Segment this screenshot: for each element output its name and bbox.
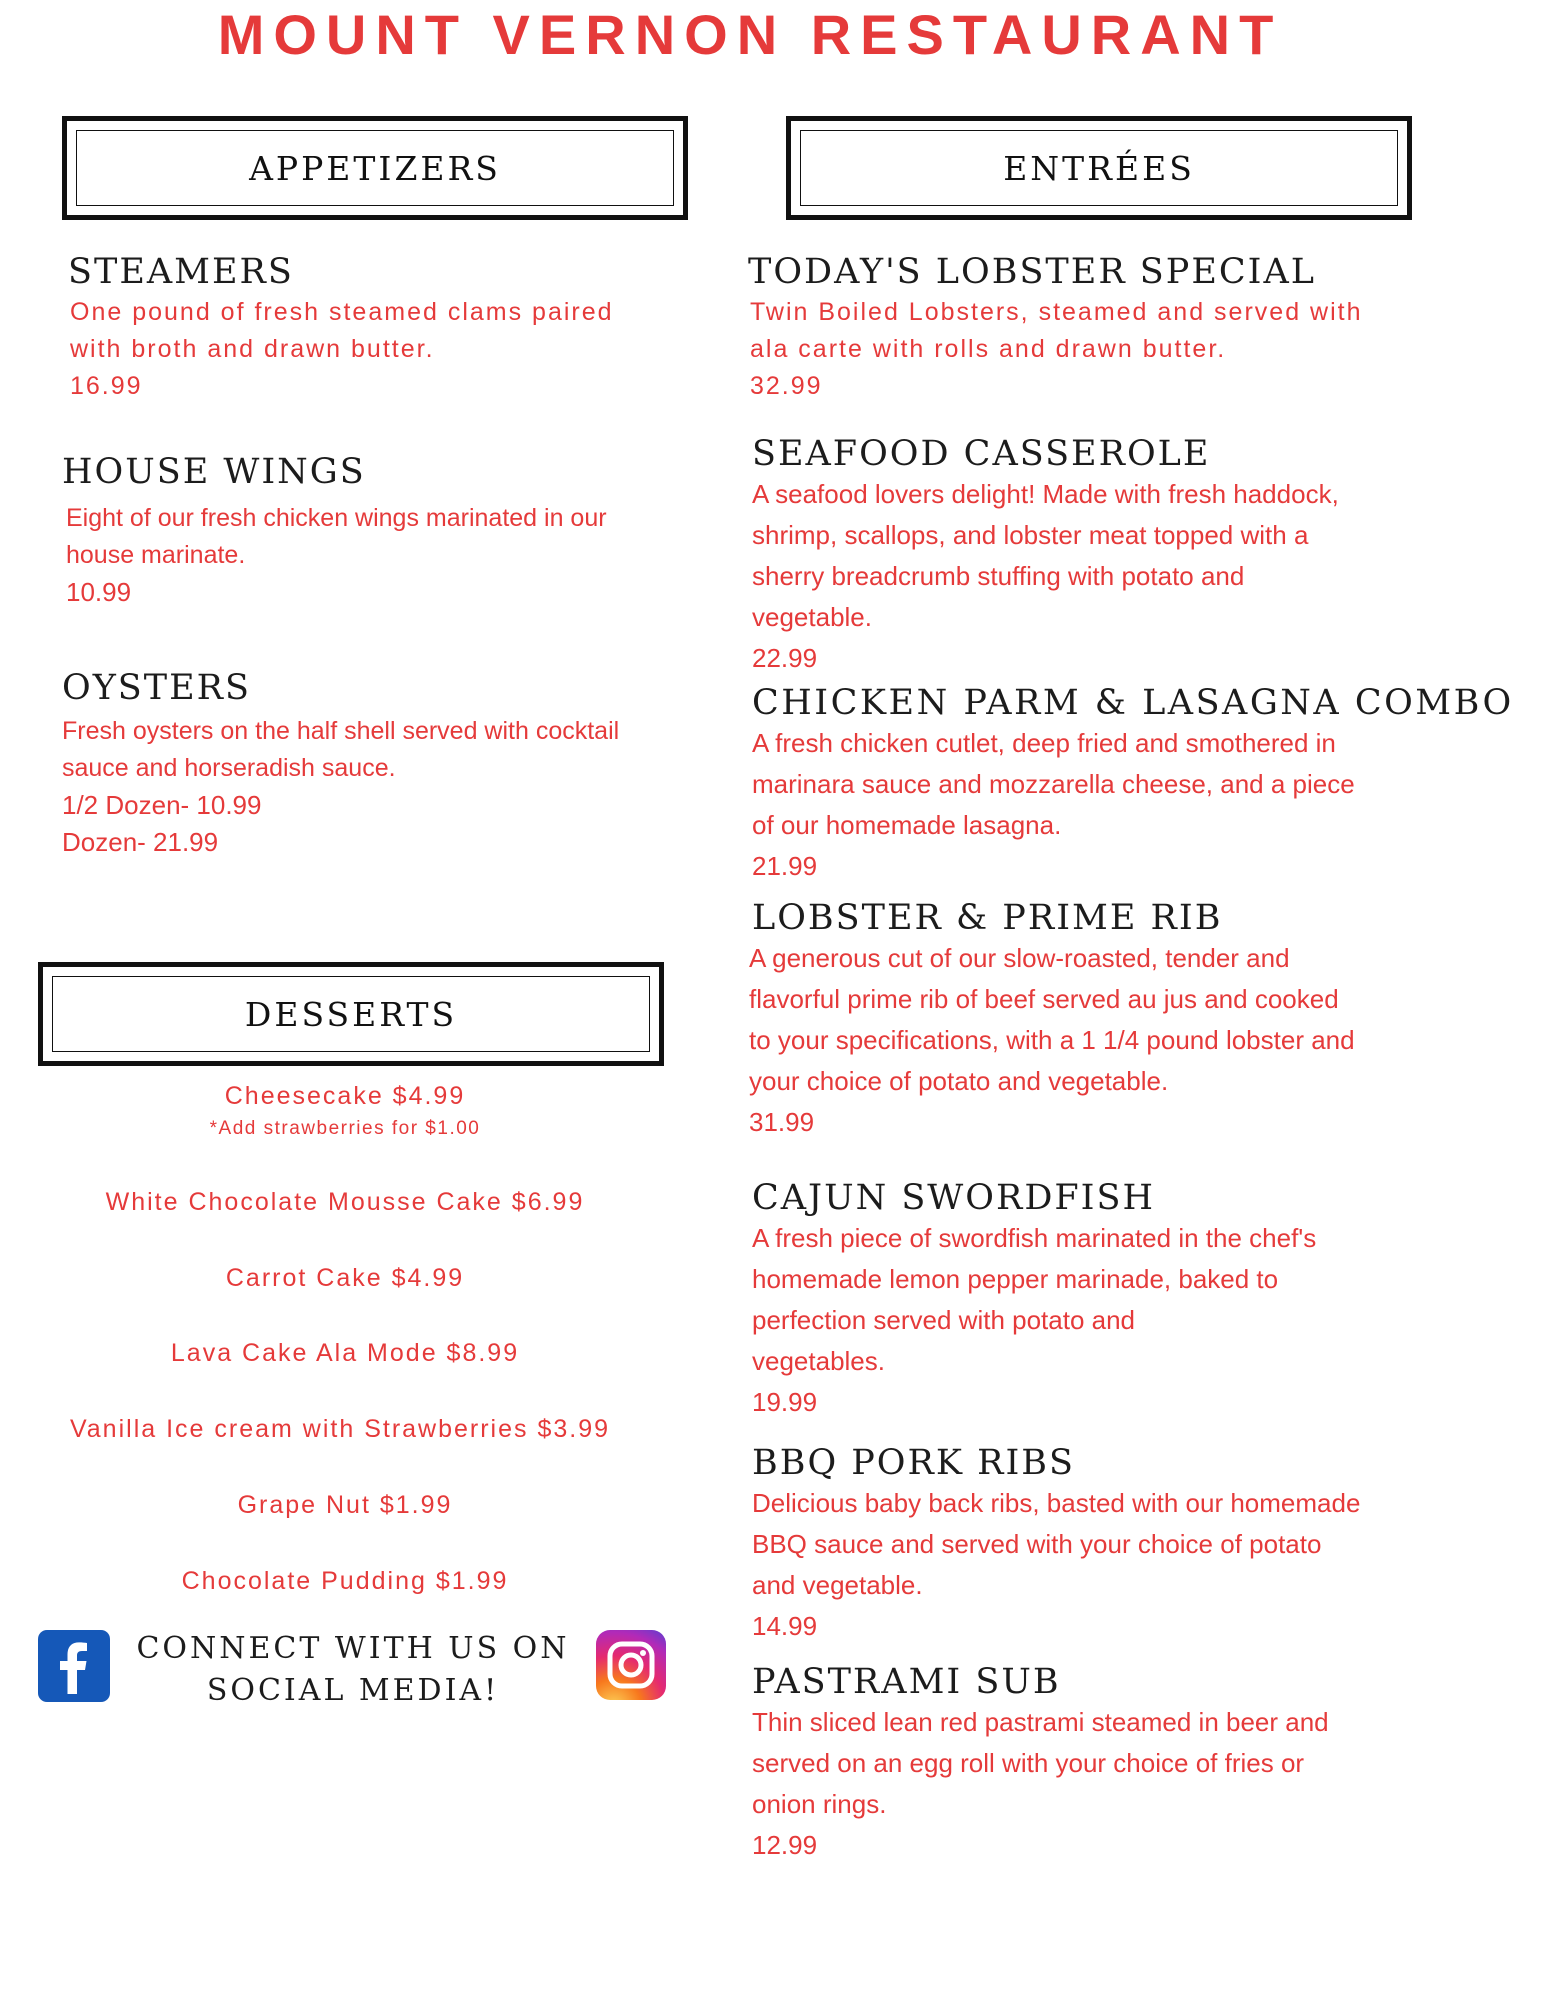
appetizer-item xyxy=(68,252,294,292)
desc-line: shrimp, scallops, and lobster meat topped with a xyxy=(752,520,1309,550)
desc-line: served on an egg roll with your choice of fries or xyxy=(752,1748,1305,1778)
dessert-item: Cheesecake $4.99 xyxy=(224,1082,466,1110)
entree-description xyxy=(752,474,1492,679)
desc-line: Thin sliced lean red pastrami steamed in beer and xyxy=(752,1707,1329,1737)
item-name: STEAMERS xyxy=(68,252,294,292)
desc-line: with broth and drawn butter. xyxy=(70,335,435,363)
instagram-icon[interactable] xyxy=(596,1630,666,1700)
desc-line: BBQ sauce and served with your choice of potato xyxy=(752,1529,1322,1559)
desc-line: Fresh oysters on the half shell served with cocktail xyxy=(62,717,620,745)
social-line: CONNECT WITH US ON xyxy=(136,1631,570,1666)
desc-line: A generous cut of our slow-roasted, tender and xyxy=(749,943,1290,973)
appetizers-heading: APPETIZERS xyxy=(76,130,674,206)
desc-line: house marinate. xyxy=(66,541,246,569)
item-price: Dozen- 21.99 xyxy=(62,827,219,857)
entree-name: SEAFOOD CASSEROLE xyxy=(752,434,1211,474)
entree-name: CAJUN SWORDFISH xyxy=(752,1178,1156,1218)
entree-name: LOBSTER & PRIME RIB xyxy=(752,898,1223,938)
social-line: SOCIAL MEDIA! xyxy=(206,1673,500,1708)
item-name: HOUSE WINGS xyxy=(62,452,366,492)
facebook-glyph xyxy=(38,1630,110,1702)
item-description xyxy=(62,713,732,861)
entree-price: 14.99 xyxy=(752,1611,818,1641)
desc-line: ala carte with rolls and drawn butter. xyxy=(750,335,1227,363)
desc-line: onion rings. xyxy=(752,1789,887,1819)
desc-line: A fresh piece of swordfish marinated in the chef's xyxy=(752,1223,1317,1253)
entree-name: BBQ PORK RIBS xyxy=(752,1443,1076,1483)
desc-line: A fresh chicken cutlet, deep fried and smothered in xyxy=(752,728,1336,758)
desc-line: homemade lemon pepper marinade, baked to xyxy=(752,1264,1279,1294)
instagram-glyph xyxy=(596,1630,666,1700)
entree-price: 19.99 xyxy=(752,1387,818,1417)
entree-name: CHICKEN PARM & LASAGNA COMBO xyxy=(752,683,1514,723)
desc-line: Eight of our fresh chicken wings marinated in our xyxy=(66,504,607,532)
item-description xyxy=(66,500,726,611)
entree-price: 21.99 xyxy=(752,851,818,881)
dessert-note: *Add strawberries for $1.00 xyxy=(209,1118,481,1139)
desc-line: vegetable. xyxy=(752,602,872,632)
desc-line: One pound of fresh steamed clams paired xyxy=(70,298,614,326)
item-price: 10.99 xyxy=(66,577,132,607)
appetizers-header-box xyxy=(62,116,688,220)
entree-name: PASTRAMI SUB xyxy=(752,1662,1061,1702)
desserts-header-box xyxy=(38,962,664,1066)
desc-line: to your specifications, with a 1 1/4 pound lobster and xyxy=(749,1025,1355,1055)
entree-name: TODAY'S LOBSTER SPECIAL xyxy=(748,252,1316,292)
entree-price: 31.99 xyxy=(749,1107,815,1137)
desc-line: Delicious baby back ribs, basted with our homemade xyxy=(752,1488,1361,1518)
dessert-item: Lava Cake Ala Mode $8.99 xyxy=(170,1339,520,1367)
entree-description xyxy=(749,938,1509,1143)
dessert-item: Chocolate Pudding $1.99 xyxy=(181,1567,509,1595)
desc-line: of our homemade lasagna. xyxy=(752,810,1062,840)
facebook-icon[interactable] xyxy=(38,1630,110,1702)
entree-description xyxy=(752,723,1492,887)
item-price: 16.99 xyxy=(70,372,143,400)
item-description xyxy=(70,294,710,405)
entree-price: 12.99 xyxy=(752,1830,818,1860)
entree-description xyxy=(750,294,1470,405)
entree-price: 22.99 xyxy=(752,643,818,673)
desc-line: perfection served with potato and xyxy=(752,1305,1136,1335)
desc-line: vegetables. xyxy=(752,1346,885,1376)
desserts-heading: DESSERTS xyxy=(52,976,650,1052)
appetizer-item xyxy=(62,452,366,492)
desc-line: sauce and horseradish sauce. xyxy=(62,754,396,782)
desc-line: marinara sauce and mozzarella cheese, and a piece xyxy=(752,769,1355,799)
desc-line: sherry breadcrumb stuffing with potato and xyxy=(752,561,1245,591)
desc-line: your choice of potato and vegetable. xyxy=(749,1066,1169,1096)
entrees-heading: ENTRÉES xyxy=(800,130,1398,206)
desc-line: and vegetable. xyxy=(752,1570,923,1600)
dessert-item: Carrot Cake $4.99 xyxy=(225,1264,465,1292)
entree-description xyxy=(752,1218,1492,1423)
desc-line: flavorful prime rib of beef served au jus and cooked xyxy=(749,984,1339,1014)
appetizer-item xyxy=(62,668,251,708)
social-callout xyxy=(118,1628,588,1712)
dessert-item: Grape Nut $1.99 xyxy=(237,1491,453,1519)
dessert-item: White Chocolate Mousse Cake $6.99 xyxy=(105,1188,585,1216)
desc-line: A seafood lovers delight! Made with fresh haddock, xyxy=(752,479,1339,509)
dessert-item: Vanilla Ice cream with Strawberries $3.99 xyxy=(69,1415,611,1443)
entree-price: 32.99 xyxy=(750,372,823,400)
item-price: 1/2 Dozen- 10.99 xyxy=(62,790,262,820)
entree-description xyxy=(752,1483,1512,1647)
entrees-header-box xyxy=(786,116,1412,220)
item-name: OYSTERS xyxy=(62,668,251,708)
desc-line: Twin Boiled Lobsters, steamed and served with xyxy=(750,298,1363,326)
restaurant-title: MOUNT VERNON RESTAURANT xyxy=(217,3,1283,66)
entree-description xyxy=(752,1702,1492,1866)
